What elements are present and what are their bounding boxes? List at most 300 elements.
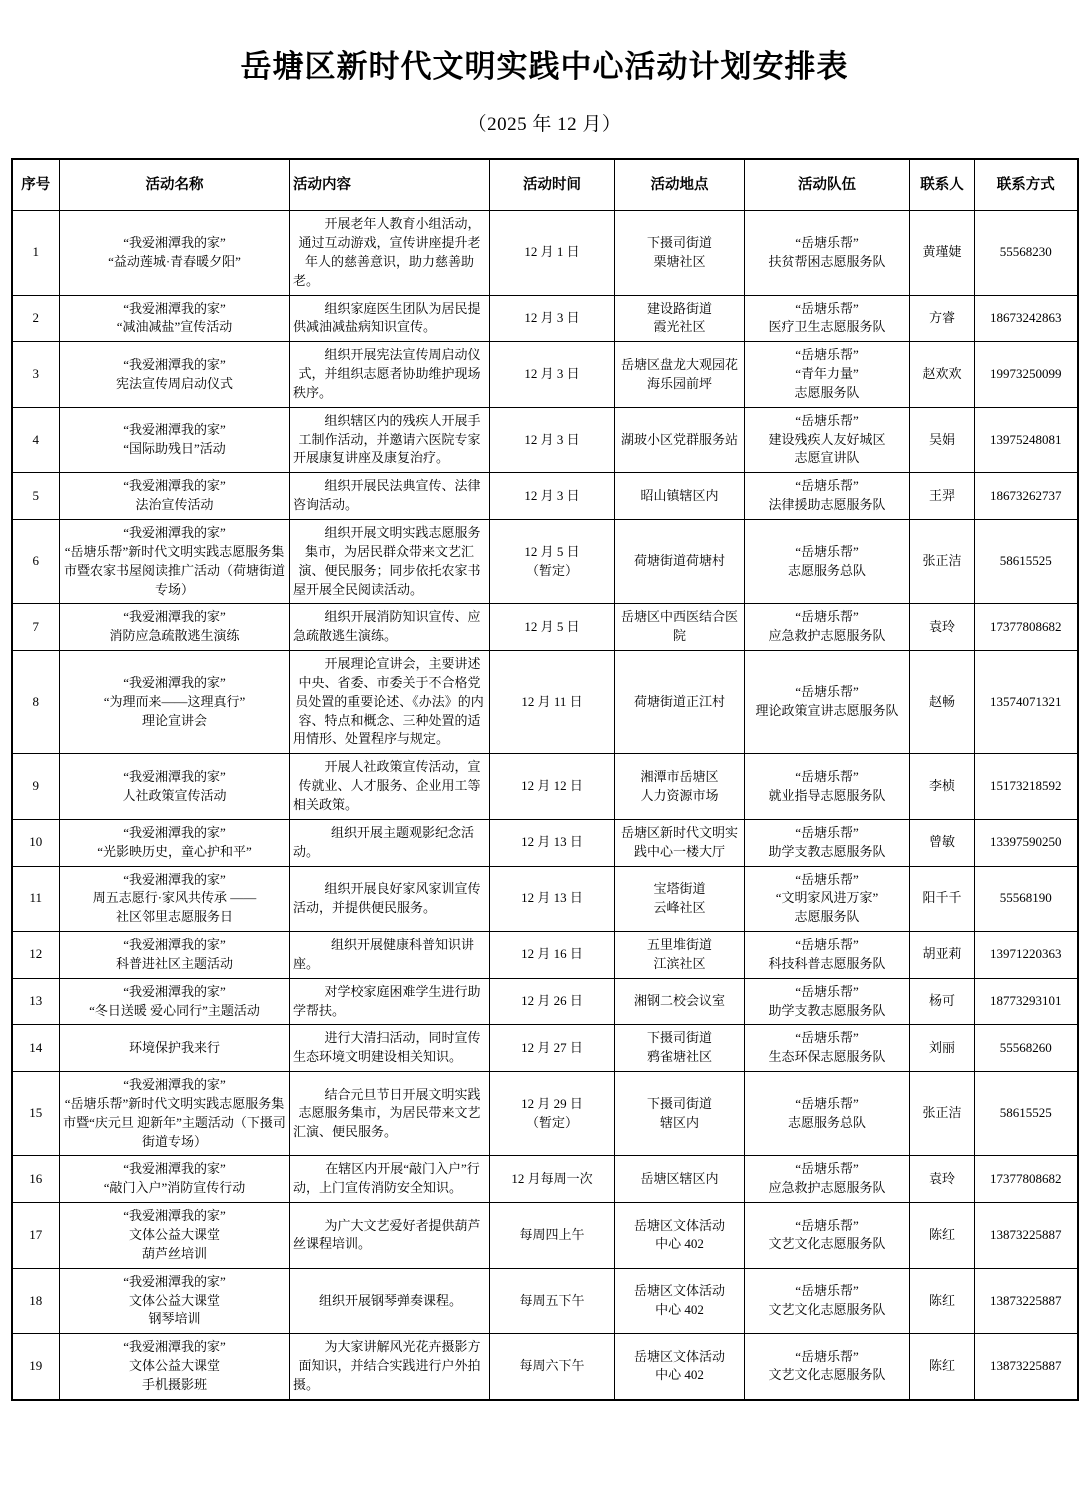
cell-activity-name	[60, 211, 290, 295]
cell-line: 组织开展文明实践志愿服务集市，为居民群众带来文艺汇演、便民服务；同步依托农家书屋开展全民阅读活动。	[293, 525, 481, 597]
column-header-place: 活动地点	[615, 159, 745, 211]
cell-line: 55568230	[999, 244, 1052, 260]
cell-index	[12, 978, 60, 1025]
activity-schedule-table	[11, 158, 1079, 1401]
cell-line: 钢琴培训	[148, 1311, 201, 1327]
cell-activity-time	[490, 1334, 615, 1400]
cell-line: 组织开展良好家风家训宣传活动，并提供便民服务。	[293, 880, 481, 915]
cell-contact-person	[910, 978, 975, 1025]
cell-line: 2	[32, 309, 39, 325]
cell-line: 岳塘区文体活动	[633, 1283, 725, 1299]
cell-line: 志愿服务队	[794, 909, 860, 925]
cell-line: 7	[32, 618, 39, 634]
cell-line: 鸦雀塘社区	[646, 1049, 712, 1065]
cell-line: 建设路街道	[646, 300, 712, 316]
cell-contact-person	[910, 1203, 975, 1269]
cell-activity-team	[745, 473, 910, 520]
cell-line: “光影映历史，童心护和平”	[97, 843, 252, 859]
cell-line: “我爱湘潭我的家”	[123, 300, 226, 316]
cell-line: 12 月 1 日	[524, 244, 580, 260]
cell-activity-place	[615, 978, 745, 1025]
cell-activity-place	[615, 1025, 745, 1072]
cell-activity-place	[615, 1203, 745, 1269]
cell-activity-team	[745, 604, 910, 651]
cell-line: 岳塘区文体活动	[633, 1348, 725, 1364]
cell-line: 4	[32, 431, 39, 447]
table-row	[12, 651, 1078, 754]
cell-line: 赵欢欢	[922, 366, 962, 382]
cell-line: 5	[32, 487, 39, 503]
column-header-content: 活动内容	[290, 159, 490, 211]
cell-line: 10	[29, 834, 43, 850]
cell-line: 12 月 3 日	[524, 366, 580, 382]
table-row	[12, 1334, 1078, 1400]
cell-line: 中心 402	[655, 1367, 704, 1383]
cell-activity-place	[615, 866, 745, 932]
cell-activity-place	[615, 407, 745, 473]
column-header-person: 联系人	[910, 159, 975, 211]
cell-contact-person	[910, 1268, 975, 1334]
cell-line: 葫芦丝培训	[141, 1245, 207, 1261]
cell-line: 下摄司街道	[646, 1030, 712, 1046]
cell-contact-person	[910, 211, 975, 295]
cell-line: “岳塘乐帮”	[795, 824, 859, 840]
cell-index	[12, 866, 60, 932]
cell-activity-time	[490, 819, 615, 866]
cell-index	[12, 819, 60, 866]
cell-activity-place	[615, 473, 745, 520]
cell-line: 建设残疾人友好城区	[768, 431, 886, 447]
cell-line: 云峰社区	[653, 899, 706, 915]
cell-line: “岳塘乐帮”	[795, 609, 859, 625]
cell-line: “国际助残日”活动	[123, 441, 226, 457]
cell-contact-person	[910, 295, 975, 342]
cell-activity-team	[745, 819, 910, 866]
cell-index	[12, 1072, 60, 1156]
cell-line: 组织开展钢琴弹奏课程。	[319, 1292, 463, 1308]
cell-line: 组织开展消防知识宣传、应急疏散逃生演练。	[293, 609, 481, 644]
cell-activity-content	[290, 1025, 490, 1072]
cell-line: 应急救护志愿服务队	[768, 628, 886, 644]
cell-activity-team	[745, 1156, 910, 1203]
cell-line: 17	[29, 1227, 43, 1242]
cell-line: 12	[29, 946, 43, 962]
cell-contact-person	[910, 1072, 975, 1156]
cell-line: 人社政策宣传活动	[122, 787, 227, 803]
cell-index	[12, 1268, 60, 1334]
cell-activity-place	[615, 295, 745, 342]
cell-activity-place	[615, 651, 745, 754]
cell-line: 13397590250	[990, 834, 1062, 850]
cell-line: 13971220363	[990, 946, 1062, 962]
cell-line: 中心 402	[655, 1301, 704, 1317]
cell-line: 组织开展健康科普知识讲座。	[293, 937, 474, 971]
cell-activity-name	[60, 866, 290, 932]
cell-activity-time	[490, 754, 615, 820]
cell-activity-content	[290, 866, 490, 932]
cell-line: 助学支教志愿服务队	[768, 843, 886, 859]
cell-activity-time	[490, 932, 615, 979]
cell-contact-person	[910, 520, 975, 604]
cell-line: 1	[32, 244, 39, 260]
table-row	[12, 1025, 1078, 1072]
cell-index	[12, 932, 60, 979]
table-row	[12, 473, 1078, 520]
table-row	[12, 520, 1078, 604]
cell-line: “岳塘乐帮”	[795, 1348, 859, 1364]
cell-line: 宪法宣传周启动仪式	[115, 375, 233, 391]
cell-line: 应急救护志愿服务队	[768, 1180, 886, 1196]
table-row	[12, 1156, 1078, 1203]
cell-line: 陈红	[928, 1227, 955, 1242]
cell-contact-phone	[975, 1025, 1078, 1072]
cell-line: “我爱湘潭我的家”	[123, 1208, 226, 1224]
cell-contact-person	[910, 819, 975, 866]
cell-activity-team	[745, 295, 910, 342]
cell-contact-person	[910, 604, 975, 651]
cell-line: “岳塘乐帮”	[795, 347, 859, 363]
cell-line: 55568260	[999, 1039, 1052, 1055]
cell-line: 张正洁	[922, 1105, 962, 1121]
cell-activity-name	[60, 407, 290, 473]
cell-line: “我爱湘潭我的家”	[123, 1077, 226, 1093]
cell-line: “我爱湘潭我的家”	[123, 983, 226, 999]
cell-activity-name	[60, 651, 290, 754]
cell-activity-name	[60, 1025, 290, 1072]
cell-line: 文体公益大课堂	[128, 1227, 220, 1242]
cell-contact-phone	[975, 754, 1078, 820]
cell-line: 12 月 13 日	[521, 834, 583, 850]
cell-index	[12, 754, 60, 820]
cell-line: 13873225887	[990, 1358, 1062, 1374]
cell-line: 在辖区内开展“敲门入户”行动，上门宣传消防安全知识。	[293, 1161, 480, 1196]
cell-line: 陈红	[928, 1292, 955, 1308]
cell-line: 结合元旦节日开展文明实践志愿服务集市，为居民带来文艺汇演、便民服务。	[293, 1086, 481, 1140]
cell-line: 医疗卫生志愿服务队	[768, 319, 886, 335]
cell-line: 12 月 11 日	[521, 693, 583, 709]
cell-line: 袁玲	[928, 618, 955, 634]
cell-line: “益动莲城·青春暖夕阳”	[108, 253, 241, 269]
cell-line: “岳塘乐帮”	[795, 543, 859, 559]
cell-activity-content	[290, 211, 490, 295]
cell-line: 为大家讲解风光花卉摄影方面知识，并结合实践进行户外拍摄。	[293, 1339, 481, 1392]
cell-line: 陈红	[928, 1358, 955, 1374]
table-row	[12, 819, 1078, 866]
cell-line: 昭山镇辖区内	[640, 487, 719, 503]
cell-line: 吴娟	[928, 431, 955, 447]
cell-line: 12 月 3 日	[524, 487, 580, 503]
table-row	[12, 754, 1078, 820]
cell-activity-place	[615, 604, 745, 651]
cell-activity-name	[60, 473, 290, 520]
cell-line: 12 月 12 日	[521, 778, 583, 794]
cell-line: 58615525	[999, 553, 1052, 569]
cell-activity-content	[290, 473, 490, 520]
cell-contact-phone	[975, 932, 1078, 979]
cell-line: 12 月 26 日	[521, 993, 583, 1009]
cell-contact-person	[910, 932, 975, 979]
column-header-time: 活动时间	[490, 159, 615, 211]
cell-line: 58615525	[999, 1105, 1052, 1121]
cell-line: “岳塘乐帮”新时代文明实践志愿服务集市暨“庆元旦 迎新年”主题活动（下摄司街道专场）	[63, 1095, 286, 1149]
cell-activity-content	[290, 1334, 490, 1400]
cell-line: “岳塘乐帮”	[795, 871, 859, 887]
cell-line: 就业指导志愿服务队	[768, 787, 886, 803]
cell-line: “我爱湘潭我的家”	[123, 824, 226, 840]
cell-line: 黄瑾婕	[922, 244, 962, 260]
cell-line: 下摄司街道	[646, 235, 712, 251]
cell-activity-place	[615, 520, 745, 604]
cell-contact-phone	[975, 211, 1078, 295]
cell-contact-person	[910, 651, 975, 754]
cell-line: 荷塘街道荷塘村	[633, 553, 725, 569]
cell-activity-place	[615, 932, 745, 979]
cell-line: 为广大文艺爱好者提供葫芦丝课程培训。	[293, 1217, 481, 1252]
cell-activity-time	[490, 473, 615, 520]
cell-line: 3	[32, 366, 39, 382]
cell-line: 每周四上午	[519, 1227, 585, 1242]
cell-line: 12 月 27 日	[521, 1039, 583, 1055]
cell-line: 岳塘区中西医结合医院	[620, 609, 738, 644]
table-row	[12, 932, 1078, 979]
cell-activity-content	[290, 604, 490, 651]
cell-line: 18	[29, 1292, 43, 1308]
cell-activity-content	[290, 407, 490, 473]
table-row	[12, 866, 1078, 932]
cell-line: 12 月 3 日	[524, 309, 580, 325]
cell-line: 每周五下午	[519, 1292, 585, 1308]
cell-line: 刘丽	[928, 1039, 955, 1055]
cell-activity-content	[290, 295, 490, 342]
cell-activity-time	[490, 1268, 615, 1334]
cell-line: “我爱湘潭我的家”	[123, 937, 226, 953]
cell-line: 袁玲	[928, 1170, 955, 1186]
cell-activity-name	[60, 1203, 290, 1269]
cell-contact-person	[910, 473, 975, 520]
table-row	[12, 342, 1078, 408]
cell-line: 湘潭市岳塘区	[640, 768, 719, 784]
cell-activity-time	[490, 295, 615, 342]
table-row	[12, 211, 1078, 295]
cell-activity-content	[290, 651, 490, 754]
cell-contact-person	[910, 342, 975, 408]
cell-line: “岳塘乐帮”	[795, 478, 859, 494]
cell-line: “岳塘乐帮”	[795, 1283, 859, 1299]
cell-line: 组织开展宪法宣传周启动仪式，并组织志愿者协助维护现场秩序。	[293, 347, 481, 400]
cell-activity-place	[615, 754, 745, 820]
cell-line: 霞光社区	[653, 319, 706, 335]
cell-activity-name	[60, 1072, 290, 1156]
cell-line: 开展老年人教育小组活动，通过互动游戏，宣传讲座提升老年人的慈善意识，助力慈善助老。	[293, 216, 481, 288]
cell-line: 方睿	[928, 309, 955, 325]
cell-line: 16	[29, 1170, 43, 1186]
table-row	[12, 978, 1078, 1025]
cell-activity-content	[290, 1268, 490, 1334]
cell-line: 助学支教志愿服务队	[768, 1002, 886, 1018]
cell-activity-time	[490, 604, 615, 651]
cell-line: “文明家风进万家”	[775, 890, 879, 906]
cell-line: 生态环保志愿服务队	[768, 1049, 886, 1065]
table-header-row	[12, 159, 1078, 211]
cell-line: “我爱湘潭我的家”	[123, 525, 226, 540]
cell-contact-phone	[975, 520, 1078, 604]
cell-line: 12 月 16 日	[521, 946, 583, 962]
cell-line: 中心 402	[655, 1236, 704, 1252]
cell-activity-place	[615, 342, 745, 408]
cell-activity-name	[60, 754, 290, 820]
cell-index	[12, 520, 60, 604]
cell-line: 55568190	[999, 890, 1052, 906]
cell-activity-team	[745, 407, 910, 473]
cell-line: “冬日送暖 爱心同行”主题活动	[89, 1002, 260, 1018]
cell-activity-time	[490, 978, 615, 1025]
cell-line: 曾敏	[928, 834, 955, 850]
cell-contact-person	[910, 407, 975, 473]
cell-line: “岳塘乐帮”	[795, 1030, 859, 1046]
cell-index	[12, 342, 60, 408]
cell-line: 志愿宣讲队	[794, 450, 860, 466]
cell-line: 进行大清扫活动，同时宣传生态环境文明建设相关知识。	[293, 1030, 481, 1065]
cell-line: 岳塘区辖区内	[640, 1170, 719, 1186]
cell-line: “岳塘乐帮”	[795, 412, 859, 428]
cell-line: 12 月 3 日	[524, 431, 580, 447]
cell-activity-content	[290, 1156, 490, 1203]
cell-activity-name	[60, 1156, 290, 1203]
cell-line: 宝塔街道	[653, 880, 706, 896]
cell-line: 辖区内	[659, 1114, 699, 1130]
cell-activity-content	[290, 978, 490, 1025]
cell-line: “我爱湘潭我的家”	[123, 609, 226, 625]
cell-line: 11	[29, 890, 43, 906]
cell-line: 开展理论宣讲会，主要讲述中央、省委、市委关于不合格党员处置的重要论述、《办法》的内容、特点和概念、三种处置的适用情形、处置程序与规定。	[293, 656, 484, 747]
cell-line: 文艺文化志愿服务队	[768, 1367, 886, 1383]
cell-line: 19	[29, 1358, 43, 1374]
cell-line: 五里堆街道	[646, 937, 712, 953]
cell-line: 扶贫帮困志愿服务队	[768, 253, 886, 269]
cell-line: “为理而来——这理真行”	[103, 693, 246, 709]
cell-line: 17377808682	[990, 618, 1062, 634]
cell-activity-time	[490, 211, 615, 295]
cell-activity-name	[60, 1334, 290, 1400]
cell-activity-time	[490, 651, 615, 754]
cell-activity-team	[745, 211, 910, 295]
cell-line: 文艺文化志愿服务队	[768, 1301, 886, 1317]
cell-contact-person	[910, 1334, 975, 1400]
cell-contact-person	[910, 754, 975, 820]
table-row	[12, 295, 1078, 342]
cell-line: 张正洁	[922, 553, 962, 569]
cell-activity-content	[290, 1072, 490, 1156]
cell-line: 15	[29, 1105, 43, 1121]
page-title: 岳塘区新时代文明实践中心活动计划安排表	[240, 49, 849, 84]
cell-activity-content	[290, 342, 490, 408]
cell-line: 荷塘街道正江村	[633, 693, 725, 709]
cell-line: 科普进社区主题活动	[115, 955, 233, 971]
cell-line: “岳塘乐帮”新时代文明实践志愿服务集市暨农家书屋阅读推广活动（荷塘街道专场）	[63, 543, 285, 597]
cell-activity-name	[60, 295, 290, 342]
cell-line: “岳塘乐帮”	[795, 235, 859, 251]
cell-activity-content	[290, 754, 490, 820]
cell-line: 湖玻小区党群服务站	[620, 431, 738, 447]
cell-index	[12, 1203, 60, 1269]
cell-line: “岳塘乐帮”	[795, 300, 859, 316]
cell-activity-name	[60, 1268, 290, 1334]
cell-line: “我爱湘潭我的家”	[123, 871, 226, 887]
cell-line: 8	[32, 693, 39, 709]
cell-activity-team	[745, 1025, 910, 1072]
cell-line: “岳塘乐帮”	[795, 768, 859, 784]
cell-contact-phone	[975, 1072, 1078, 1156]
cell-line: 环境保护我来行	[128, 1039, 220, 1055]
cell-activity-content	[290, 932, 490, 979]
column-header-phone: 联系方式	[975, 159, 1078, 211]
cell-activity-team	[745, 866, 910, 932]
cell-activity-time	[490, 866, 615, 932]
cell-activity-time	[490, 407, 615, 473]
cell-line: 12 月 5 日	[524, 543, 580, 559]
cell-line: 志愿服务总队	[787, 562, 866, 578]
cell-line: “青年力量”	[795, 366, 859, 382]
cell-line: 15173218592	[990, 778, 1062, 794]
cell-contact-person	[910, 866, 975, 932]
cell-index	[12, 295, 60, 342]
cell-activity-time	[490, 1072, 615, 1156]
cell-line: “岳塘乐帮”	[795, 1095, 859, 1111]
cell-line: 17377808682	[990, 1170, 1062, 1186]
cell-line: （暂定）	[525, 1114, 578, 1130]
cell-line: 江滨社区	[653, 955, 706, 971]
cell-contact-phone	[975, 866, 1078, 932]
cell-line: 胡亚莉	[922, 946, 962, 962]
cell-contact-phone	[975, 819, 1078, 866]
cell-activity-name	[60, 604, 290, 651]
cell-line: 9	[32, 778, 39, 794]
cell-line: 18773293101	[990, 993, 1062, 1009]
cell-contact-phone	[975, 1334, 1078, 1400]
cell-contact-phone	[975, 604, 1078, 651]
table-row	[12, 407, 1078, 473]
cell-line: “岳塘乐帮”	[795, 684, 859, 700]
cell-line: 12 月 29 日	[521, 1095, 583, 1111]
cell-activity-team	[745, 1268, 910, 1334]
cell-activity-name	[60, 978, 290, 1025]
cell-line: 19973250099	[990, 366, 1062, 382]
cell-activity-team	[745, 1334, 910, 1400]
cell-contact-phone	[975, 978, 1078, 1025]
cell-line: 人力资源市场	[640, 787, 719, 803]
cell-line: 13975248081	[990, 431, 1062, 447]
cell-activity-team	[745, 651, 910, 754]
cell-line: 组织开展民法典宣传、法律咨询活动。	[293, 478, 481, 513]
cell-line: “我爱湘潭我的家”	[123, 1339, 226, 1355]
cell-line: 岳塘区盘龙大观园花海乐园前坪	[620, 356, 738, 391]
cell-activity-time	[490, 1156, 615, 1203]
cell-index	[12, 473, 60, 520]
cell-index	[12, 1025, 60, 1072]
cell-line: 对学校家庭困难学生进行助学帮扶。	[293, 983, 481, 1018]
cell-line: 12 月 5 日	[524, 618, 580, 634]
cell-contact-phone	[975, 1156, 1078, 1203]
cell-activity-place	[615, 1072, 745, 1156]
cell-line: 科技科普志愿服务队	[768, 955, 886, 971]
cell-line: 文体公益大课堂	[128, 1292, 220, 1308]
cell-line: 13	[29, 993, 43, 1009]
cell-line: 13574071321	[990, 693, 1062, 709]
cell-line: 周五志愿行·家风共传承 ——	[92, 890, 257, 906]
cell-activity-team	[745, 754, 910, 820]
cell-contact-phone	[975, 473, 1078, 520]
table-row	[12, 1203, 1078, 1269]
